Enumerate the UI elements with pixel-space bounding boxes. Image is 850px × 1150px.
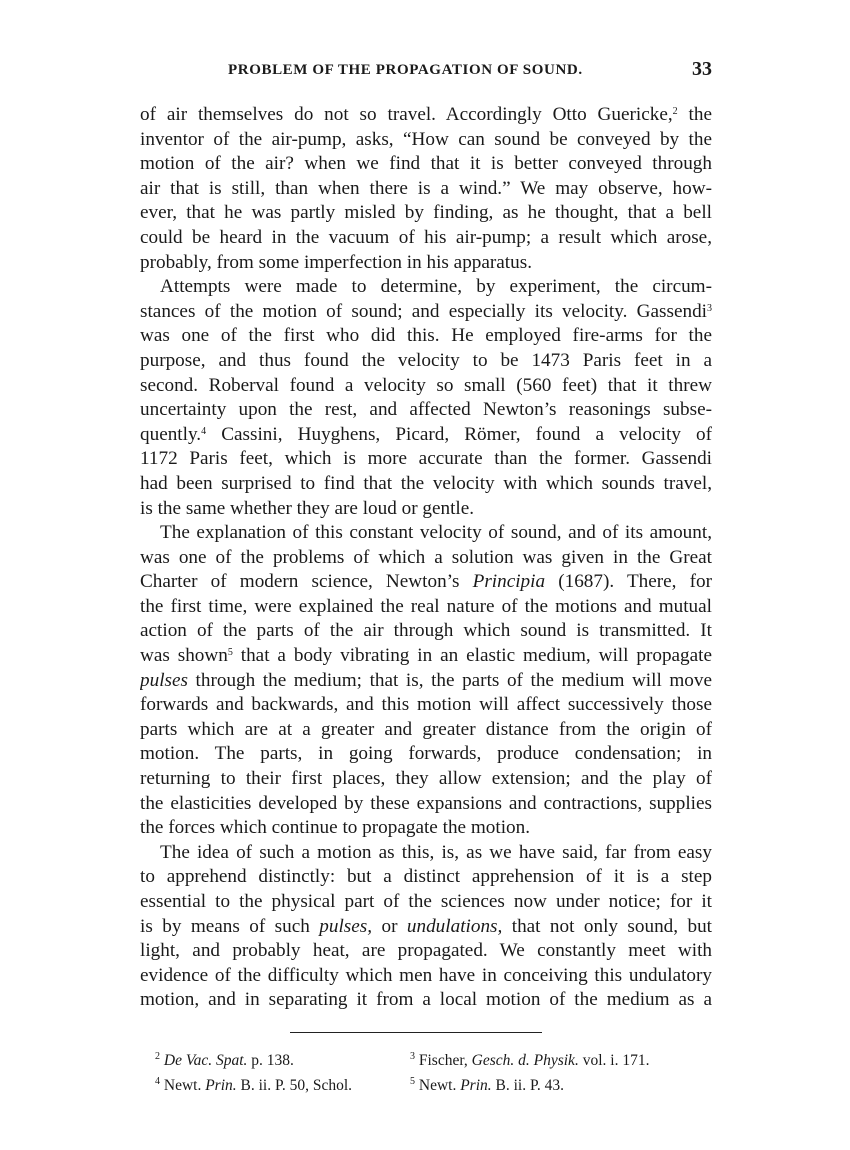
italic-text: undulations, (406, 915, 503, 937)
text-run: is the same whether they are loud or gentle. (140, 497, 475, 519)
text-run: Newt. (415, 1077, 461, 1094)
text-line (140, 915, 712, 940)
text-run: essential to the physical part of the sciences now under notice; for it (140, 891, 712, 912)
text-run: action of the parts of the air through which sound is transmitted. It (140, 620, 712, 642)
footnote-ref: 5 (410, 1076, 415, 1087)
text-run: (1687). There, for (545, 571, 712, 593)
text-run: Charter of modern science, Newton’s (140, 571, 473, 593)
text-line (140, 988, 712, 1013)
text-run: Newt. (160, 1077, 206, 1094)
text-line (140, 177, 712, 202)
footnote-ref: 5 (227, 647, 233, 659)
footnote (155, 1048, 294, 1073)
text-run: uncertainty upon the rest, and affected Newton’s reasonings subse- (140, 399, 712, 421)
text-line (140, 669, 712, 694)
text-run: second. Roberval found a velocity so small (560 feet) that it threw (140, 374, 712, 396)
text-line (140, 890, 712, 915)
text-run: was one of the problems of which a solution was given in the Great (140, 546, 712, 568)
text-run: air that is still, than when there is a wind.” We may observe, how- (140, 177, 712, 199)
text-run: returning to their first places, they allow extension; and the play of (140, 768, 712, 790)
footnote-ref: 2 (672, 106, 678, 117)
text-run: B. ii. P. 50, Schol. (236, 1077, 353, 1094)
text-line (140, 644, 712, 669)
footnote-row (155, 1048, 715, 1073)
text-line (140, 865, 712, 890)
text-run: motion of the air? when we find that it is better conveyed through (140, 153, 712, 175)
text-line (140, 423, 712, 448)
italic-text: Prin. (205, 1077, 237, 1094)
text-run: or (372, 915, 407, 937)
italic-text: Principia (472, 571, 546, 593)
text-run: purpose, and thus found the velocity to be 1473 Paris feet in a (140, 349, 712, 371)
text-run: the forces which continue to propagate the motion. (140, 817, 531, 839)
text-run: could be heard in the vacuum of his air-pump; a result which arose, (140, 226, 712, 248)
footnote-ref: 4 (201, 425, 207, 437)
text-line (140, 693, 712, 718)
footnote (410, 1073, 564, 1098)
text-run: that a body vibrating in an elastic medium, will propagate (232, 645, 712, 667)
footnote-ref: 4 (155, 1076, 160, 1087)
text-line (140, 595, 712, 620)
text-line (140, 816, 712, 841)
text-line (140, 964, 712, 989)
footnote-ref: 2 (155, 1051, 160, 1062)
text-line (140, 546, 712, 571)
page-number: 33 (692, 58, 712, 80)
text-run: Cassini, Huyghens, Picard, Römer, found a velocity of (206, 423, 712, 445)
text-line (140, 201, 712, 226)
text-run: of air themselves do not so travel. Accordingly Otto Guericke, (140, 104, 673, 125)
text-line (140, 472, 712, 497)
text-run: was shown (140, 645, 228, 667)
text-run: the (677, 104, 712, 125)
text-run: is by means of such (140, 915, 320, 937)
text-run: the elasticities developed by these expansions and contractions, supplies (140, 792, 712, 814)
text-line (140, 619, 712, 644)
text-line (140, 275, 712, 300)
text-run: the first time, were explained the real nature of the motions and mutual (140, 595, 712, 617)
text-run: The explanation of this constant velocity of sound, and of its amount, (160, 522, 712, 544)
text-line (140, 128, 712, 153)
running-title: PROBLEM OF THE PROPAGATION OF SOUND. (228, 62, 583, 78)
text-run: The idea of such a motion as this, is, as we have said, far from easy (160, 841, 712, 863)
text-line (140, 497, 712, 522)
text-line (140, 521, 712, 546)
text-line (140, 324, 712, 349)
text-run: quently. (140, 423, 202, 445)
footnote-row (155, 1073, 715, 1098)
footnote-ref: 3 (410, 1051, 415, 1062)
page-header (140, 58, 712, 88)
italic-text: De Vac. Spat. (163, 1052, 248, 1069)
text-run: Attempts were made to determine, by experiment, the circum- (160, 276, 712, 298)
text-run: motion. The parts, in going forwards, produce condensation; in (140, 743, 712, 765)
text-line (140, 767, 712, 792)
footnote (155, 1073, 352, 1098)
text-line (140, 792, 712, 817)
text-line (140, 742, 712, 767)
text-run: was one of the first who did this. He employed fire-arms for the (140, 325, 712, 347)
text-run: Fischer, (415, 1052, 472, 1069)
footnote-ref: 3 (707, 302, 712, 314)
text-line (140, 103, 712, 128)
text-run: through the medium; that is, the parts of the medium will move (187, 669, 712, 691)
text-line (140, 939, 712, 964)
footnote-divider (290, 1032, 542, 1033)
text-run: to apprehend distinctly: but a distinct apprehension of it is a step (140, 866, 712, 888)
text-line (140, 349, 712, 374)
footnotes (155, 1048, 715, 1098)
text-run: stances of the motion of sound; and especially its velocity. Gassendi (140, 300, 707, 322)
body-text (140, 103, 712, 1013)
text-line (140, 398, 712, 423)
text-line (140, 226, 712, 251)
text-run: that not only sound, but (502, 915, 712, 937)
text-run: evidence of the difficulty which men have in conceiving this undulatory (140, 964, 712, 986)
text-line (140, 251, 712, 276)
text-run: 1172 Paris feet, which is more accurate than the former. Gassendi (140, 448, 712, 470)
text-run: light, and probably heat, are propagated. We constantly meet with (140, 940, 712, 962)
text-run: inventor of the air-pump, asks, “How can sound be conveyed by the (140, 128, 712, 150)
text-line (140, 841, 712, 866)
italic-text: pulses, (319, 915, 373, 937)
text-run: parts which are at a greater and greater distance from the origin of (140, 718, 712, 740)
italic-text: pulses (140, 669, 188, 691)
text-run: p. 138. (247, 1052, 294, 1069)
text-run: forwards and backwards, and this motion will affect successively those (140, 694, 712, 716)
text-line (140, 570, 712, 595)
text-line (140, 300, 712, 325)
italic-text: Gesch. d. Physik. (471, 1052, 579, 1069)
text-run: had been surprised to find that the velocity with which sounds travel, (140, 472, 712, 494)
italic-text: Prin. (460, 1077, 492, 1094)
text-line (140, 447, 712, 472)
text-line (140, 152, 712, 177)
text-run: motion, and in separating it from a local motion of the medium as a (140, 989, 712, 1011)
text-run: ever, that he was partly misled by finding, as he thought, that a bell (140, 202, 712, 224)
text-run: vol. i. 171. (578, 1052, 650, 1069)
text-run: probably, from some imperfection in his apparatus. (140, 251, 532, 273)
footnote (410, 1048, 649, 1073)
text-line (140, 374, 712, 399)
text-run: B. ii. P. 43. (491, 1077, 564, 1094)
text-line (140, 718, 712, 743)
